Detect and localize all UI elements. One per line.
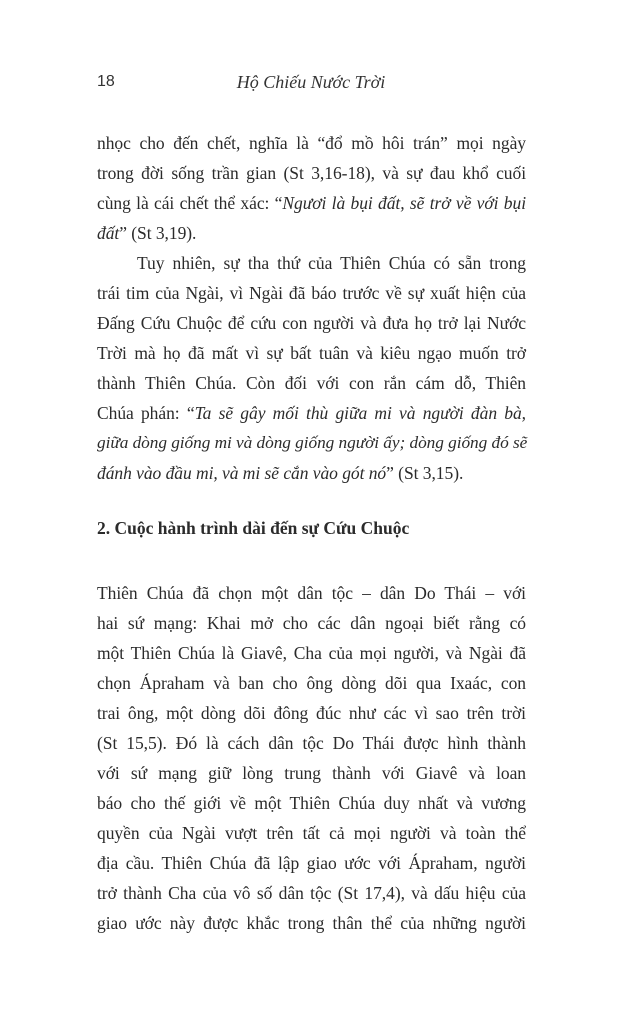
text-run: ” (St 3,15). — [386, 463, 464, 483]
text-line: trong đời sống trần gian (St 3,16-18), và sự đau khổ cuối — [97, 163, 526, 183]
text-line: trở thành Cha của vô số dân tộc (St 17,4), và dấu hiệu của — [97, 883, 526, 903]
text-line — [97, 218, 526, 248]
text-run: cùng là cái chết thể xác: “ — [97, 193, 283, 213]
text-line: trai ông, một dòng dõi đông đúc như các vì sao trên trời — [97, 703, 526, 723]
running-title: Hộ Chiếu Nước Trời — [236, 72, 386, 92]
scripture-quote-line: giữa dòng giống mi và dòng giống người ấy; dòng giống đó sẽ — [97, 433, 528, 452]
text-run: ” (St 3,19). — [119, 223, 197, 243]
text-line: nhọc cho đến chết, nghĩa là “đổ mồ hôi trán” mọi ngày — [97, 133, 526, 153]
text-line: Đấng Cứu Chuộc để cứu con người và đưa họ trở lại Nước — [97, 313, 526, 333]
scripture-quote: đất — [97, 223, 120, 243]
scripture-quote: đánh vào đầu mi, và mi sẽ cắn vào gót nó — [97, 463, 387, 483]
text-run: Chúa phán: “ — [97, 403, 195, 423]
text-line: báo cho thế giới về một Thiên Chúa duy nhất và vương — [97, 793, 526, 813]
paragraph-1 — [97, 128, 526, 248]
paragraph-2 — [97, 248, 526, 488]
page-number: 18 — [97, 73, 115, 90]
text-line: Tuy nhiên, sự tha thứ của Thiên Chúa có sẵn trong — [137, 253, 526, 273]
text-line: giao ước này được khắc trong thân thể của những người — [97, 913, 526, 933]
text-line: thành Thiên Chúa. Còn đối với con rắn cám dỗ, Thiên — [97, 373, 526, 393]
text-line — [97, 398, 526, 428]
text-line: chọn Ápraham và ban cho ông dòng dõi qua Ixaác, con — [97, 673, 526, 693]
text-line: trái tim của Ngài, vì Ngài đã báo trước về sự xuất hiện của — [97, 283, 526, 303]
text-line: (St 15,5). Đó là cách dân tộc Do Thái được hình thành — [97, 733, 526, 753]
text-line: với sứ mạng giữ lòng trung thành với Giavê và loan — [97, 763, 526, 783]
scripture-quote: Ngươi là bụi đất, sẽ trở về với bụi — [282, 193, 527, 213]
paragraph-3 — [97, 578, 526, 938]
text-line: quyền của Ngài vượt trên tất cả mọi người và toàn thể — [97, 823, 526, 843]
scripture-quote: Ta sẽ gây mối thù giữa mi và người đàn bà, — [194, 403, 526, 423]
text-line: Thiên Chúa đã chọn một dân tộc – dân Do Thái – với — [97, 583, 526, 603]
text-line — [97, 188, 526, 218]
text-line: Trời mà họ đã mất vì sự bất tuân và kiêu ngạo muốn trở — [97, 343, 526, 363]
text-line: một Thiên Chúa là Giavê, Cha của mọi người, và Ngài đã — [97, 643, 526, 663]
text-line: hai sứ mạng: Khai mở cho các dân ngoại biết rằng có — [97, 613, 526, 633]
section-heading: 2. Cuộc hành trình dài đến sự Cứu Chuộc — [97, 518, 410, 538]
text-line: địa cầu. Thiên Chúa đã lập giao ước với Ápraham, người — [97, 853, 526, 873]
text-line — [97, 458, 526, 488]
